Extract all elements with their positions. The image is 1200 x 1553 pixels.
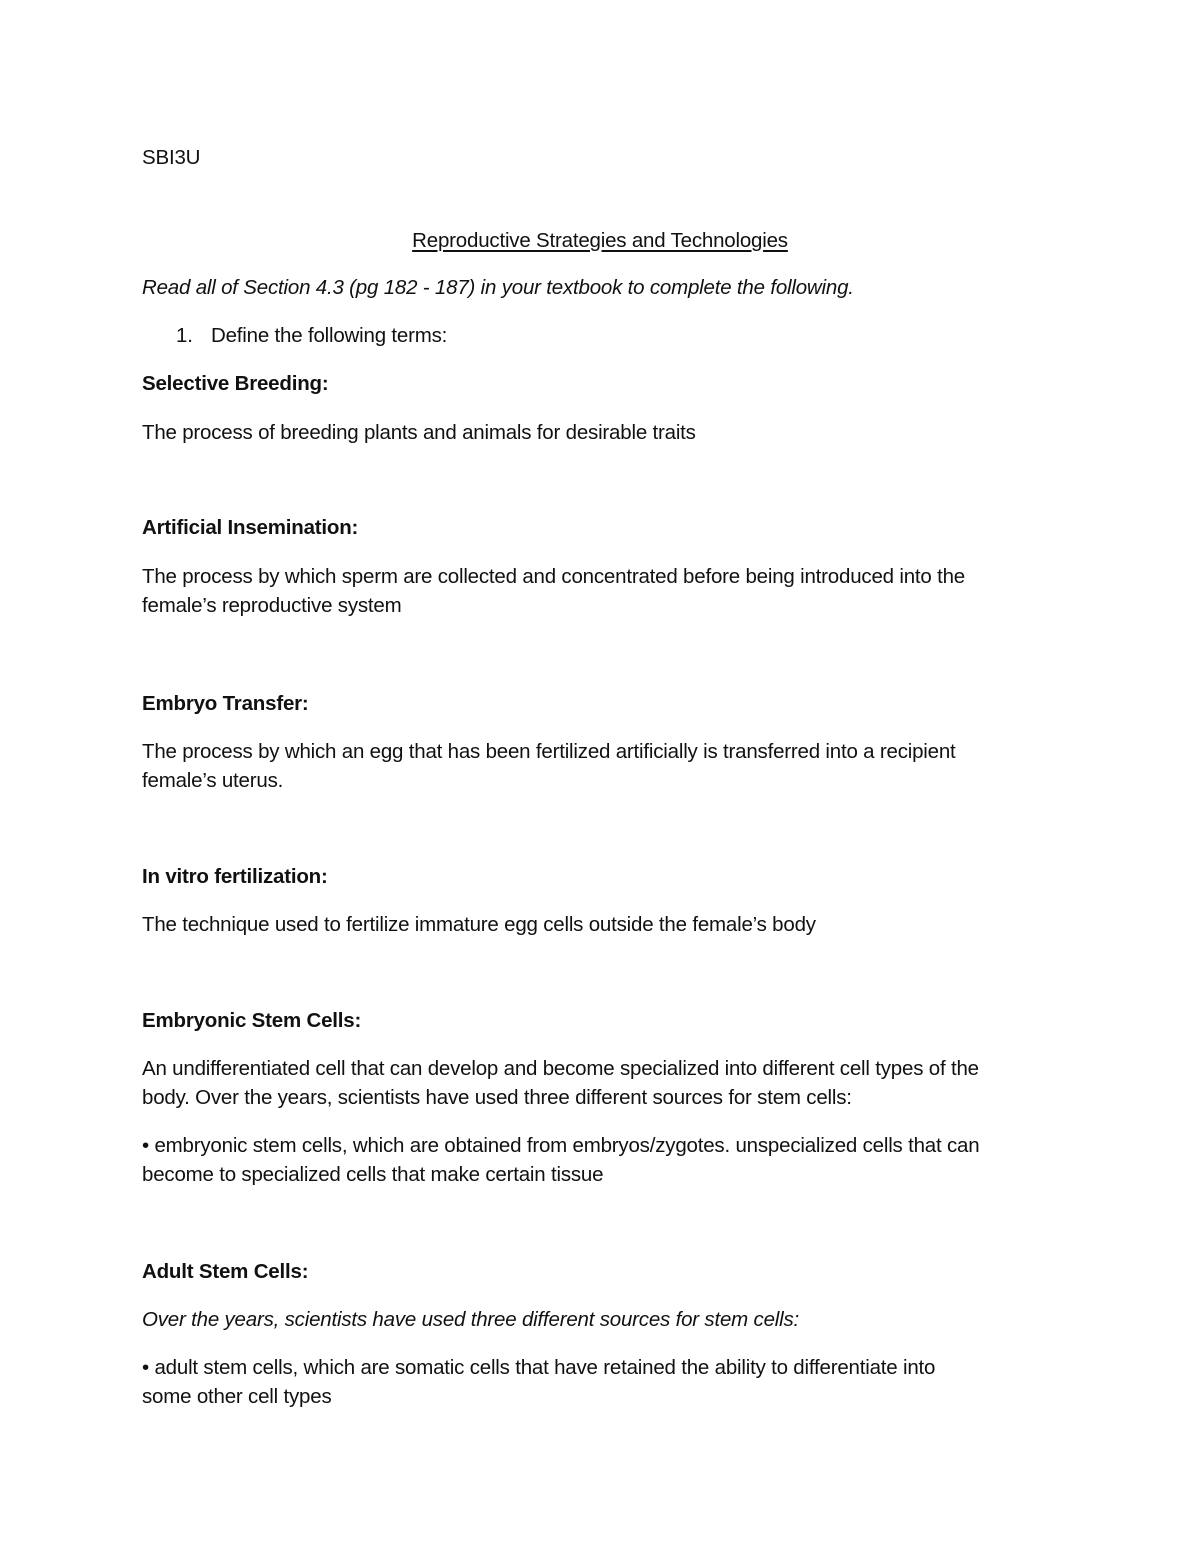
definition-artificial-insemination-line-1: The process by which sperm are collected and concentrated before being introduced into the bbox=[142, 565, 966, 588]
adult-stem-cells-intro: Over the years, scientists have used three different sources for stem cells: bbox=[142, 1308, 800, 1331]
definition-artificial-insemination-line-2: female’s reproductive system bbox=[142, 594, 402, 617]
term-heading-in-vitro-fertilization: In vitro fertilization: bbox=[142, 865, 328, 888]
course-code: SBI3U bbox=[142, 146, 201, 169]
definition-selective-breeding: The process of breeding plants and animals for desirable traits bbox=[142, 421, 696, 444]
question-text: Define the following terms: bbox=[211, 324, 448, 347]
definition-embryo-transfer-line-1: The process by which an egg that has been fertilized artificially is transferred into a recipient bbox=[142, 740, 956, 763]
definition-embryo-transfer-line-2: female’s uterus. bbox=[142, 769, 284, 792]
bullet-embryonic-stem-cells-line-2: become to specialized cells that make certain tissue bbox=[142, 1163, 604, 1186]
definition-embryonic-stem-cells-line-2: body. Over the years, scientists have used three different sources for stem cells: bbox=[142, 1086, 852, 1109]
term-heading-artificial-insemination: Artificial Insemination: bbox=[142, 516, 359, 539]
document-title: Reproductive Strategies and Technologies bbox=[412, 229, 788, 252]
question-number: 1. bbox=[176, 324, 193, 347]
term-heading-embryo-transfer: Embryo Transfer: bbox=[142, 692, 309, 715]
definition-in-vitro-fertilization: The technique used to fertilize immature egg cells outside the female’s body bbox=[142, 913, 816, 936]
bullet-adult-stem-cells-line-1: • adult stem cells, which are somatic cells that have retained the ability to differentiate into bbox=[142, 1356, 936, 1379]
term-heading-selective-breeding: Selective Breeding: bbox=[142, 372, 329, 395]
question-1 bbox=[176, 321, 447, 350]
definition-embryonic-stem-cells-line-1: An undifferentiated cell that can develop and become specialized into different cell types of the bbox=[142, 1057, 979, 1080]
instructions: Read all of Section 4.3 (pg 182 - 187) in your textbook to complete the following. bbox=[142, 276, 854, 299]
term-heading-embryonic-stem-cells: Embryonic Stem Cells: bbox=[142, 1009, 362, 1032]
bullet-embryonic-stem-cells-line-1: • embryonic stem cells, which are obtained from embryos/zygotes. unspecialized cells that can bbox=[142, 1134, 980, 1157]
bullet-adult-stem-cells-line-2: some other cell types bbox=[142, 1385, 332, 1408]
term-heading-adult-stem-cells: Adult Stem Cells: bbox=[142, 1260, 309, 1283]
